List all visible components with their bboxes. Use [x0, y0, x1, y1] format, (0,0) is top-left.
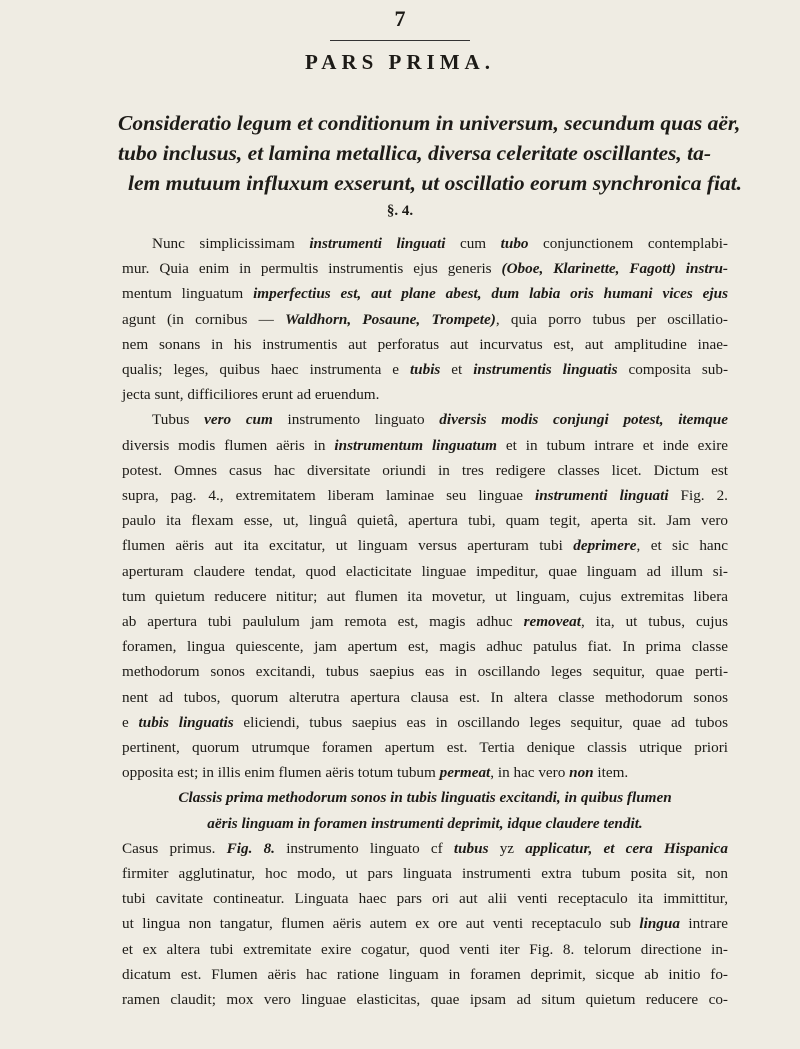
text-line	[122, 281, 728, 306]
text-run: tum quietum reducere nititur; aut flumen ita movetur, ut linguam, cujus extremitas libera	[122, 587, 728, 605]
text-run: opposita est; in illis enim flumen aëris totum tubum	[122, 764, 440, 782]
body-text	[122, 231, 728, 1012]
italic-term: instrumenti linguati	[309, 235, 446, 252]
text-line	[122, 911, 728, 936]
text-run: instrumento linguato	[287, 411, 425, 429]
heading-line: tubo inclusus, et lamina metallica, diversa celeritate oscillantes, ta-	[118, 141, 712, 165]
italic-term: instrumentum linguatum	[334, 436, 497, 454]
italic-term: deprimere	[573, 537, 637, 555]
text-line	[122, 634, 728, 659]
text-run: conjunctionem contemplabi-	[528, 235, 728, 252]
text-run: eliciendi, tubus saepius eas in oscillando leges sequitur, quae ad tubos	[233, 713, 728, 731]
italic-term: tubis	[409, 361, 441, 379]
italic-term: (Oboe, Klarinette, Fagott) instru-	[501, 260, 728, 278]
text-line	[122, 407, 728, 432]
text-run: Casus primus.	[122, 839, 216, 857]
text-run: nem sonans in his instrumentis aut perforatus aut incurvatus est, aut amplitudine inae-	[122, 335, 728, 353]
text-run: yz	[499, 839, 515, 857]
italic-term: non	[569, 764, 594, 782]
section-number: §. 4.	[386, 203, 414, 219]
text-run: ut lingua non tangatur, flumen aëris autem ex ore aut venti receptaculo sub	[122, 915, 640, 933]
italic-term: Fig. 8.	[215, 839, 287, 857]
text-line	[122, 685, 728, 710]
italic-term: imperfectius est, aut plane abest, dum labia oris humani vices ejus	[243, 285, 728, 303]
text-run: et in tubum intrare et inde exire	[496, 436, 728, 454]
italic-term: applicatur, et cera Hispanica	[514, 839, 728, 857]
text-run: , in hac vero	[490, 764, 570, 782]
heading-line: Consideratio legum et conditionum in universum, secundum quas aër,	[118, 111, 741, 135]
italic-term: lingua	[639, 915, 680, 933]
text-run: dicatum est. Flumen aëris hac ratione linguam in foramen deprimit, sicque ab initio fo-	[122, 965, 728, 983]
text-run: tubi cavitate contineatur. Linguata haec pars ori aut alii venti receptaculo ita immittitur,	[122, 890, 728, 908]
text-line	[122, 609, 728, 634]
italic-term: tubis linguatis	[138, 713, 234, 731]
text-run: potest. Omnes casus hac diversitate oriundi in tres redigere classes licet. Dictum est	[122, 461, 728, 479]
text-line	[122, 357, 728, 382]
text-run: , et sic hanc	[636, 537, 728, 555]
chapter-heading	[118, 108, 743, 198]
text-line	[122, 987, 728, 1012]
text-line	[122, 508, 728, 533]
text-line	[122, 937, 728, 962]
text-run: qualis; leges, quibus haec instrumenta e	[122, 361, 410, 379]
italic-term: removeat	[523, 613, 581, 631]
text-run: Tubus	[152, 411, 190, 429]
text-line	[122, 382, 728, 407]
text-run: , ita, ut tubus, cujus	[580, 613, 728, 631]
page-number: 7	[394, 6, 406, 31]
italic-term: diversis modis conjungi potest, itemque	[424, 411, 728, 429]
text-line	[122, 584, 728, 609]
text-run: nent ad tubos, quorum alterutra apertura clausa est. In altera classe methodorum sonos	[122, 688, 728, 706]
text-line	[122, 659, 728, 684]
text-run: e	[122, 713, 139, 731]
text-run: ramen claudit; mox vero linguae elasticitas, quae ipsam ad situm quietum reducere co-	[122, 991, 728, 1009]
italic-term: vero cum	[189, 411, 288, 429]
text-line	[122, 836, 728, 861]
part-title: PARS PRIMA.	[305, 50, 495, 74]
text-run: Fig. 2.	[668, 487, 728, 505]
text-run: supra, pag. 4., extremitatem liberam laminae seu linguae	[122, 487, 536, 505]
text-run: firmiter agglutinatur, hoc modo, ut pars linguata instrumenti extra tubum posita sit, non	[122, 865, 728, 883]
text-run: mur. Quia enim in permultis instrumentis ejus generis	[122, 260, 502, 278]
text-line	[122, 559, 728, 584]
italic-term: Waldhorn, Posaune, Trompete)	[285, 310, 496, 328]
text-run: paulo ita flexam esse, ut, linguâ quietâ, apertura tubi, quam tegit, aperta sit. Jam vero	[122, 512, 728, 530]
italic-term: instrumenti linguati	[535, 487, 669, 505]
classis-heading-line: aëris linguam in foramen instrumenti deprimit, idque claudere tendit.	[207, 814, 643, 832]
text-run: ab apertura tubi paululum jam remota est, magis adhuc	[122, 613, 524, 631]
text-line	[122, 760, 728, 785]
text-run: intrare	[679, 915, 728, 933]
text-line	[122, 458, 728, 483]
text-line	[122, 962, 728, 987]
text-line	[122, 533, 728, 558]
text-run: flumen aëris aut ita excitatur, ut linguam versus aperturam tubi	[122, 537, 574, 555]
text-line	[122, 861, 728, 886]
text-run: foramen, lingua quiescente, jam apertum est, magis adhuc patulus fiat. In prima classe	[122, 638, 728, 656]
text-run: cum	[445, 235, 501, 252]
text-run: diversis modis flumen aëris in	[122, 436, 335, 454]
text-line	[122, 735, 728, 760]
text-line	[122, 886, 728, 911]
text-run: et ex altera tubi extremitate exire cogatur, quod venti iter Fig. 8. telorum directione in-	[122, 940, 728, 958]
italic-term: instrumentis linguatis	[473, 361, 618, 379]
text-run: mentum linguatum	[122, 285, 244, 303]
text-run: aperturam claudere tendat, quod elacticitate linguae impeditur, quae linguam ad illum si-	[122, 562, 728, 580]
text-run: item.	[593, 764, 629, 782]
italic-term: tubo	[500, 235, 529, 252]
italic-term: permeat	[439, 764, 491, 782]
text-line	[122, 483, 728, 508]
text-run: instrumento linguato cf	[286, 839, 443, 857]
text-run: , quia porro tubus per oscillatio-	[495, 310, 728, 328]
text-run: jecta sunt, difficiliores erunt ad eruendum.	[122, 386, 380, 404]
text-line	[122, 332, 728, 357]
classis-heading-line: Classis prima methodorum sonos in tubis linguatis excitandi, in quibus flumen	[178, 789, 672, 807]
text-line	[122, 307, 728, 332]
italic-term: tubus	[442, 839, 500, 857]
text-line	[122, 710, 728, 735]
text-run: agunt (in cornibus —	[122, 310, 286, 328]
text-line	[122, 256, 728, 281]
text-run: methodorum sonos excitandi, tubus saepius eas in oscillando leges sequitur, quae perti-	[122, 663, 728, 681]
heading-line: lem mutuum influxum exserunt, ut oscillatio eorum synchronica fiat.	[128, 171, 743, 195]
text-run: Nunc simplicissimam	[152, 235, 310, 252]
header-rule	[330, 40, 470, 41]
text-line	[122, 231, 728, 256]
text-run: pertinent, quorum utrumque foramen apertum est. Tertia denique classis utrique priori	[122, 739, 728, 757]
text-run: et	[440, 361, 474, 379]
text-line	[122, 433, 728, 458]
text-run: composita sub-	[617, 361, 729, 379]
